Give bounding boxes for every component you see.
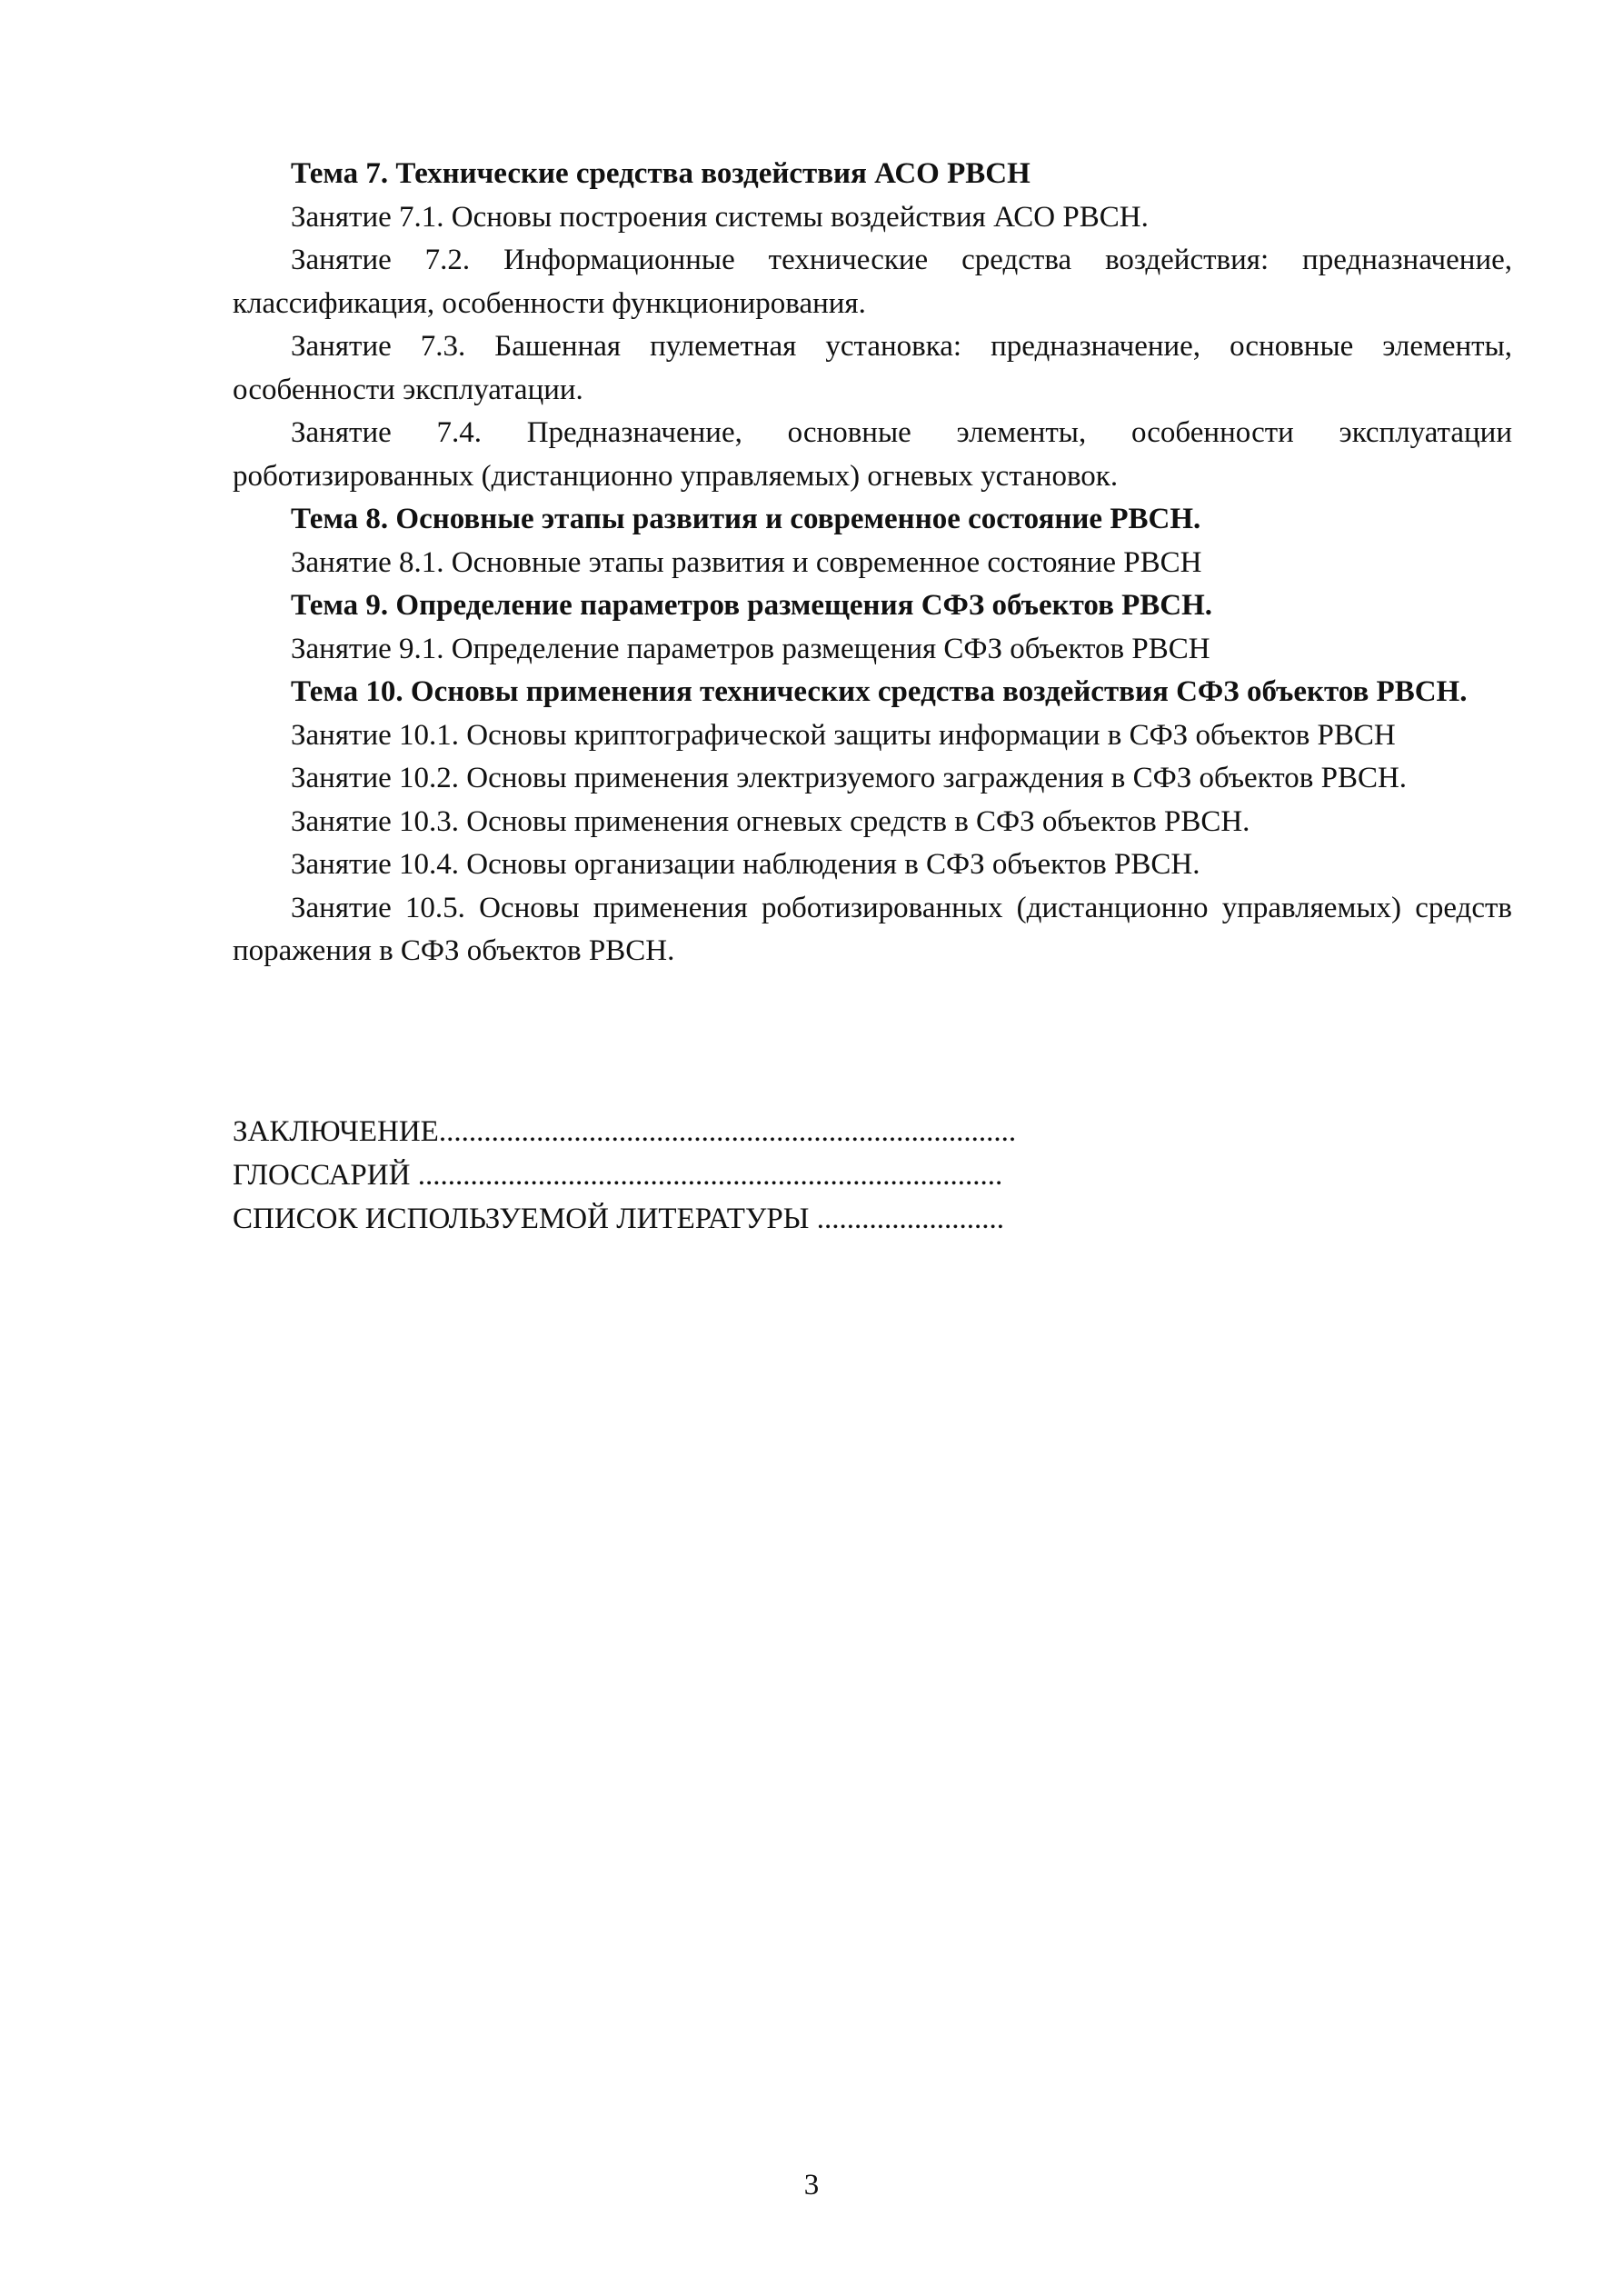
entry: Тема 10. Основы применения технических средства воздействия СФЗ объектов РВСН. [291, 675, 1468, 708]
toc-item-conclusion: ЗАКЛЮЧЕНИЕ............................................................................. [233, 1114, 1017, 1148]
entries-list [233, 153, 1512, 973]
toc-item-references: СПИСОК ИСПОЛЬЗУЕМОЙ ЛИТЕРАТУРЫ ......................... [233, 1202, 1004, 1235]
entry: Занятие 7.3. Башенная пулеметная установка: предназначение, основные элементы, особенности эксплуатации. [233, 330, 1512, 406]
entry: Занятие 8.1. Основные этапы развития и современное состояние РВСН [291, 545, 1202, 579]
entry: Занятие 10.4. Основы организации наблюдения в СФЗ объектов РВСН. [291, 848, 1200, 881]
entry: Занятие 10.5. Основы применения роботизированных (дистанционно управляемых) средств поражения в СФЗ объектов РВСН. [233, 891, 1512, 967]
entry: Тема 7. Технические средства воздействия АСО РВСН [291, 157, 1031, 190]
page-content [233, 153, 1512, 1241]
entry: Занятие 10.2. Основы применения электризуемого заграждения в СФЗ объектов РВСН. [291, 762, 1408, 794]
toc-list [233, 1110, 1512, 1241]
entry: Тема 9. Определение параметров размещения СФЗ объектов РВСН. [291, 589, 1213, 622]
entry: Занятие 7.1. Основы построения системы воздействия АСО РВСН. [291, 200, 1149, 234]
entry: Занятие 7.2. Информационные технические средства воздействия: предназначение, классификация, особенности функционирования. [233, 244, 1512, 320]
entry: Занятие 9.1. Определение параметров размещения СФЗ объектов РВСН [291, 632, 1210, 665]
toc-item-glossary: ГЛОССАРИЙ .............................................................................. [233, 1158, 1003, 1192]
section-spacer [233, 973, 1512, 1110]
entry: Занятие 7.4. Предназначение, основные элементы, особенности эксплуатации роботизированных (дистанционно управляемых) огневых установок. [233, 416, 1512, 493]
entry: Занятие 10.1. Основы криптографической защиты информации в СФЗ объектов РВСН [291, 718, 1396, 752]
entry: Занятие 10.3. Основы применения огневых средств в СФЗ объектов РВСН. [291, 804, 1250, 838]
page-number: 3 [803, 2169, 820, 2201]
entry: Тема 8. Основные этапы развития и современное состояние РВСН. [291, 503, 1201, 535]
